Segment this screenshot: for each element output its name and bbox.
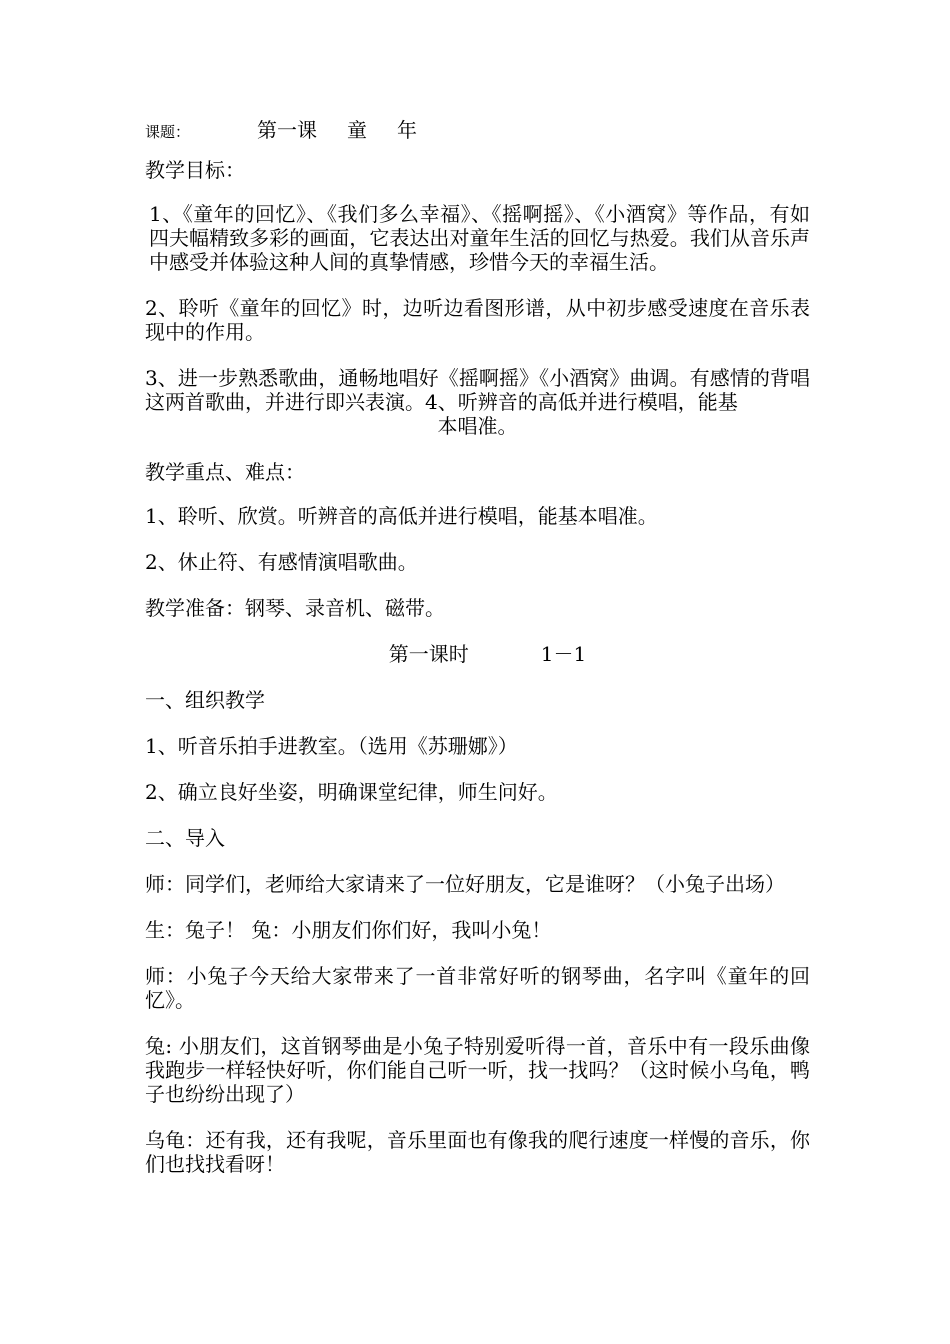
objectives-heading: 教学目标： [145,158,245,182]
dialogue-line-5: 乌龟：还有我，还有我呢，音乐里面也有像我的爬行速度一样慢的音乐，你们也找找看呀！ [145,1128,810,1176]
key-point-item-1: 1、聆听、欣赏。听辨音的高低并进行模唱，能基本唱准。 [145,504,658,528]
title-row [145,118,810,144]
lesson-name: 第一课时 [388,642,469,666]
objective-item-2: 2、聆听《童年的回忆》时，边听边看图形谱，从中初步感受速度在音乐表现中的作用。 [145,296,810,344]
objective-item-1: 1、《童年的回忆》、《我们多么幸福》、《摇啊摇》、《小酒窝》等作品，有如四夫幅精致多彩的画面，它表达出对童年生活的回忆与热爱。我们从音乐声中感受并体验这种人间的真挚情感，珍惜今天的幸福生活。 [149,202,810,274]
objective-item-3-text: 3、进一步熟悉歌曲，通畅地唱好《摇啊摇》《小酒窝》曲调。有感情的背唱这两首歌曲，并进行即兴表演。4、听辨音的高低并进行模唱，能基 [145,366,810,414]
title-label: 课题： [145,123,191,141]
lesson-code: 1－1 [540,642,587,666]
dialogue-line-4: 兔: 小朋友们，这首钢琴曲是小兔子特别爱听得一首，音乐中有一段乐曲像我跑步一样轻快好听，你们能自己听一听，找一找吗？（这时候小乌龟，鸭子也纷纷出现了） [145,1034,810,1106]
document-body [145,118,810,1198]
dialogue-line-1: 师：同学们，老师给大家请来了一位好朋友，它是谁呀？（小兔子出场） [145,872,785,896]
key-point-item-2: 2、休止符、有感情演唱歌曲。 [145,550,418,574]
title-text [257,118,417,142]
lesson-header [145,642,810,666]
preparation: 教学准备：钢琴、录音机、磁带。 [145,596,445,620]
section-2-heading: 二、导入 [145,826,225,850]
section-1-heading: 一、组织教学 [145,688,265,712]
key-points-heading: 教学重点、难点： [145,460,305,484]
title-lesson: 第一课 [257,118,317,142]
title-word-2: 年 [397,118,417,142]
objective-item-3-last: 本唱准。 [437,414,518,438]
title-word-1: 童 [347,118,367,142]
dialogue-line-2: 生：兔子！ 兔：小朋友们你们好，我叫小兔！ [145,918,552,942]
dialogue-line-3: 师：小兔子今天给大家带来了一首非常好听的钢琴曲，名字叫《童年的回忆》。 [145,964,810,1012]
section-1-item-2: 2、确立良好坐姿，明确课堂纪律，师生问好。 [145,780,558,804]
section-1-item-1: 1、听音乐拍手进教室。（选用《苏珊娜》） [145,734,518,758]
objective-item-3 [145,366,810,438]
